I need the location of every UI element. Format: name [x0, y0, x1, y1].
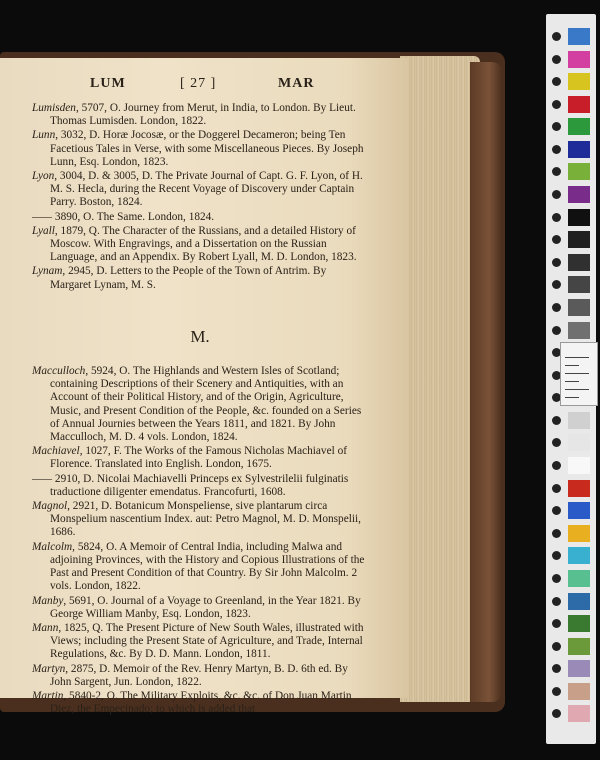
- entry-name: Lyall: [32, 224, 55, 237]
- card-marker: [552, 664, 561, 673]
- entry-text: 3890, O. The Same. London, 1824.: [52, 210, 215, 223]
- entry-name: Macculloch: [32, 365, 86, 378]
- catalog-entry: [32, 211, 368, 224]
- color-swatch: [568, 547, 590, 564]
- color-swatch: [568, 638, 590, 655]
- entry-text: , 2945, D. Letters to the People of the Town of Antrim. By Margaret Lynam, M. S.: [50, 265, 327, 291]
- catalog-entry: [32, 690, 368, 716]
- card-marker: [552, 280, 561, 289]
- catalog-entry: [32, 225, 368, 265]
- book-page: [0, 58, 408, 716]
- card-marker: [552, 619, 561, 628]
- color-swatch: [568, 705, 590, 722]
- card-marker: [552, 235, 561, 244]
- entry-name: ——: [32, 210, 53, 223]
- entry-name: Lyon: [32, 170, 55, 183]
- card-marker: [552, 303, 561, 312]
- entry-name: Martin: [32, 689, 64, 702]
- catalog-entry: [32, 541, 368, 594]
- color-swatch: [568, 254, 590, 271]
- catalog-entry: [32, 170, 368, 210]
- color-swatch: [568, 231, 590, 248]
- color-swatch: [568, 299, 590, 316]
- color-swatch: [568, 28, 590, 45]
- color-swatch: [568, 276, 590, 293]
- card-marker: [552, 258, 561, 267]
- entry-text: , 5924, O. The Highlands and Western Isles of Scotland; containing Descriptions of their Scenery and Antiquities, with an Account of their Political History, and of the Origin, Agriculture, Music, and Present Condition of the People, &c. founded on a Series of Annual Journies between the Years 1811, and 1821. By John Macculloch, M. D. 4 vols. London, 1824.: [50, 365, 362, 444]
- color-swatch: [568, 73, 590, 90]
- entry-name: Mann: [32, 621, 59, 634]
- entry-text: , 5840-2, O. The Military Exploits, &c. &c. of Don Juan Martin Diez, the Empecinado; to which is added that: [50, 689, 352, 716]
- color-swatch: [568, 457, 590, 474]
- color-swatch: [568, 525, 590, 542]
- entry-name: Machiavel: [32, 445, 80, 458]
- entry-text: , 1879, Q. The Character of the Russians, and a detailed History of Moscow. With Engravings, and a Dissertation on the Russian Language, and an Appendix. By Robert Lyall, M. D. London, 1823.: [50, 224, 357, 264]
- card-marker: [552, 551, 561, 560]
- card-marker: [552, 709, 561, 718]
- catalog-entry: [32, 129, 368, 169]
- card-marker: [552, 32, 561, 41]
- card-marker: [552, 597, 561, 606]
- header-right: MAR: [278, 76, 315, 91]
- card-marker: [552, 326, 561, 335]
- entry-text: , 5824, O. A Memoir of Central India, including Malwa and adjoining Provinces, with the History and Copious Illustrations of the Past and Present Condition of that Country. By Sir John Malcolm. 2 vols. London, 1822.: [50, 540, 365, 593]
- color-swatch: [568, 502, 590, 519]
- book-spine-edge: [470, 62, 502, 702]
- card-marker: [552, 574, 561, 583]
- card-marker: [552, 213, 561, 222]
- card-marker: [552, 484, 561, 493]
- card-marker: [552, 122, 561, 131]
- color-swatch: [568, 186, 590, 203]
- card-marker: [552, 416, 561, 425]
- catalog-entry: [32, 622, 368, 662]
- card-marker: [552, 145, 561, 154]
- entries-m-group: [32, 365, 368, 716]
- scale-ruler: [560, 342, 598, 406]
- color-swatch: [568, 434, 590, 451]
- color-swatch: [568, 118, 590, 135]
- entry-name: Lunn: [32, 129, 56, 142]
- color-swatch: [568, 51, 590, 68]
- entry-name: Manby: [32, 594, 64, 607]
- catalog-entry: [32, 500, 368, 540]
- running-header: [0, 76, 408, 96]
- card-marker: [552, 77, 561, 86]
- color-swatch: [568, 163, 590, 180]
- catalog-entry: [32, 595, 368, 621]
- color-swatch: [568, 593, 590, 610]
- card-marker: [552, 167, 561, 176]
- color-swatch: [568, 570, 590, 587]
- card-marker: [552, 55, 561, 64]
- card-marker: [552, 529, 561, 538]
- catalog-entry: [32, 473, 368, 499]
- header-left: LUM: [90, 76, 126, 91]
- color-swatch: [568, 322, 590, 339]
- catalog-entries: [32, 102, 368, 717]
- entry-text: , 5691, O. Journal of a Voyage to Greenland, in the Year 1821. By George William Manby, Esq. London, 1823.: [50, 594, 361, 620]
- entry-text: , 2875, D. Memoir of the Rev. Henry Martyn, B. D. 6th ed. By John Sargent, Jun. London, 1822.: [50, 662, 348, 688]
- color-swatch: [568, 141, 590, 158]
- entry-text: , 2921, D. Botanicum Monspeliense, sive plantarum circa Monspelium nascentium Index. aut: Petro Magnol, M. D. Monspelii, 1686.: [50, 500, 361, 539]
- entry-text: , 1825, Q. The Present Picture of New South Wales, illustrated with Views; including the Present State of Agriculture, and Trade, Internal Regulations, &c. By D. D. Mann. London, 1811.: [50, 621, 364, 661]
- card-marker: [552, 687, 561, 696]
- color-swatch: [568, 209, 590, 226]
- color-swatch: [568, 96, 590, 113]
- entry-name: Magnol: [32, 500, 68, 513]
- card-marker: [552, 642, 561, 651]
- color-swatch: [568, 615, 590, 632]
- catalog-entry: [32, 365, 368, 444]
- entry-name: Lumisden: [32, 102, 76, 114]
- entry-text: 2910, D. Nicolai Machiavelli Princeps ex Sylvestrilelii fulginatis traductione diligenter emendatus. Francofurti, 1608.: [50, 472, 349, 498]
- card-marker: [552, 190, 561, 199]
- section-heading: M.: [190, 326, 210, 346]
- catalog-entry: [32, 445, 368, 471]
- color-swatch: [568, 412, 590, 429]
- entry-name: ——: [32, 472, 53, 485]
- entry-text: , 5707, O. Journey from Merut, in India, to London. By Lieut. Thomas Lumisden. London, 1822.: [50, 102, 356, 128]
- card-marker: [552, 506, 561, 515]
- card-marker: [552, 438, 561, 447]
- catalog-entry: [32, 265, 368, 291]
- entry-text: , 1027, F. The Works of the Famous Nicholas Machiavel of Florence. Translated into English. London, 1675.: [50, 445, 347, 471]
- color-swatch: [568, 480, 590, 497]
- page-edges: [400, 56, 480, 702]
- entry-text: , 3032, D. Horæ Jocosæ, or the Doggerel Decameron; being Ten Facetious Tales in Verse, with some Miscellaneous Pieces. By Joseph Lunn, Esq. London, 1823.: [50, 129, 364, 168]
- color-swatch: [568, 660, 590, 677]
- color-swatch: [568, 683, 590, 700]
- catalog-entry: [32, 102, 368, 128]
- card-marker: [552, 100, 561, 109]
- entry-text: , 3004, D. & 3005, D. The Private Journal of Capt. G. F. Lyon, of H. M. S. Hecla, during the Recent Voyage of Discovery under Captain Parry. Boston, 1824.: [50, 170, 363, 209]
- card-marker: [552, 461, 561, 470]
- entries-l-group: [32, 102, 368, 292]
- page-number: [ 27 ]: [180, 76, 217, 91]
- entry-name: Lynam: [32, 265, 63, 278]
- entry-name: Malcolm: [32, 540, 73, 553]
- entry-name: Martyn: [32, 662, 66, 675]
- catalog-entry: [32, 663, 368, 689]
